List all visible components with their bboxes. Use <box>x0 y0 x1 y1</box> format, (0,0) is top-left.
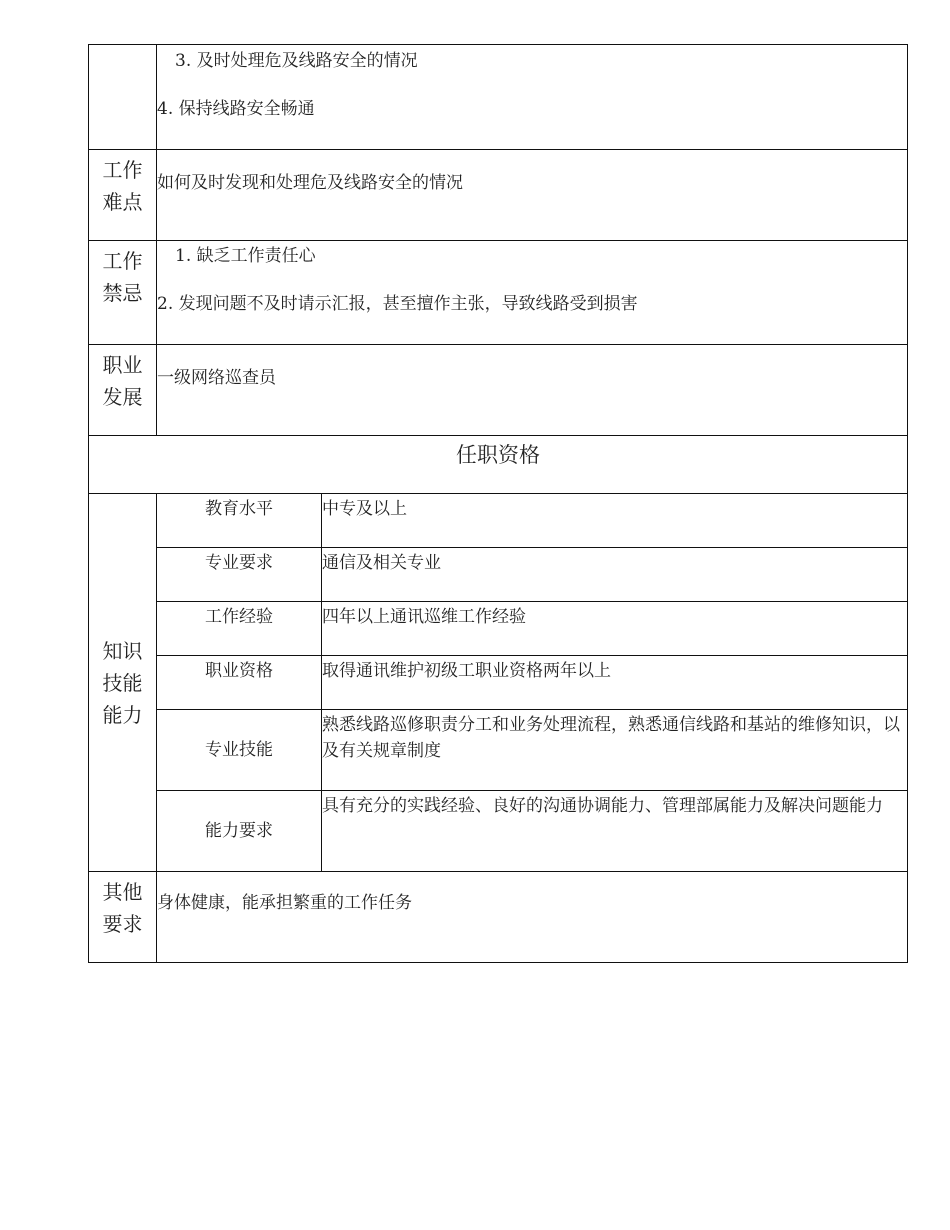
career-row <box>89 345 908 436</box>
qualification-key: 能力要求 <box>157 791 322 872</box>
difficulty-label: 工作 难点 <box>89 150 157 241</box>
difficulty-text: 如何及时发现和处理危及线路安全的情况 <box>157 173 463 193</box>
duties-content <box>157 45 908 150</box>
difficulty-row <box>89 150 908 241</box>
career-text: 一级网络巡查员 <box>157 368 276 388</box>
other-requirements-row <box>89 872 908 963</box>
taboos-label: 工作 禁忌 <box>89 241 157 345</box>
qualification-value: 熟悉线路巡修职责分工和业务处理流程，熟悉通信线路和基站的维修知识，以及有关规章制度 <box>322 710 908 791</box>
duties-row <box>89 45 908 150</box>
other-requirements-label: 其他 要求 <box>89 872 157 963</box>
qualification-key: 教育水平 <box>157 494 322 548</box>
qualification-row <box>89 710 908 791</box>
qualification-key: 专业技能 <box>157 710 322 791</box>
taboo-item-2: 2. 发现问题不及时请示汇报，甚至擅作主张，导致线路受到损害 <box>157 294 638 314</box>
career-label: 职业 发展 <box>89 345 157 436</box>
qualification-value: 通信及相关专业 <box>322 548 908 602</box>
qualification-key: 职业资格 <box>157 656 322 710</box>
qualification-row <box>89 602 908 656</box>
job-description-table <box>88 44 908 963</box>
knowledge-skill-label: 知识 技能 能力 <box>89 494 157 872</box>
qualification-row <box>89 494 908 548</box>
other-requirements-text: 身体健康，能承担繁重的工作任务 <box>157 893 412 913</box>
duty-item-4: 4. 保持线路安全畅通 <box>157 99 315 119</box>
qualification-row <box>89 656 908 710</box>
duties-label-cell <box>89 45 157 150</box>
qualification-key: 工作经验 <box>157 602 322 656</box>
qualification-key: 专业要求 <box>157 548 322 602</box>
qualification-value: 具有充分的实践经验、良好的沟通协调能力、管理部属能力及解决问题能力 <box>322 791 908 872</box>
qualification-section-row <box>89 436 908 494</box>
qualification-section-title: 任职资格 <box>89 436 908 494</box>
career-content <box>157 345 908 436</box>
qualification-row <box>89 548 908 602</box>
taboos-content <box>157 241 908 345</box>
difficulty-content <box>157 150 908 241</box>
qualification-row <box>89 791 908 872</box>
qualification-value: 中专及以上 <box>322 494 908 548</box>
duty-item-3: 3. 及时处理危及线路安全的情况 <box>175 51 418 71</box>
taboos-row <box>89 241 908 345</box>
qualification-value: 取得通讯维护初级工职业资格两年以上 <box>322 656 908 710</box>
taboo-item-1: 1. 缺乏工作责任心 <box>175 246 316 266</box>
qualification-value: 四年以上通讯巡维工作经验 <box>322 602 908 656</box>
other-requirements-content <box>157 872 908 963</box>
